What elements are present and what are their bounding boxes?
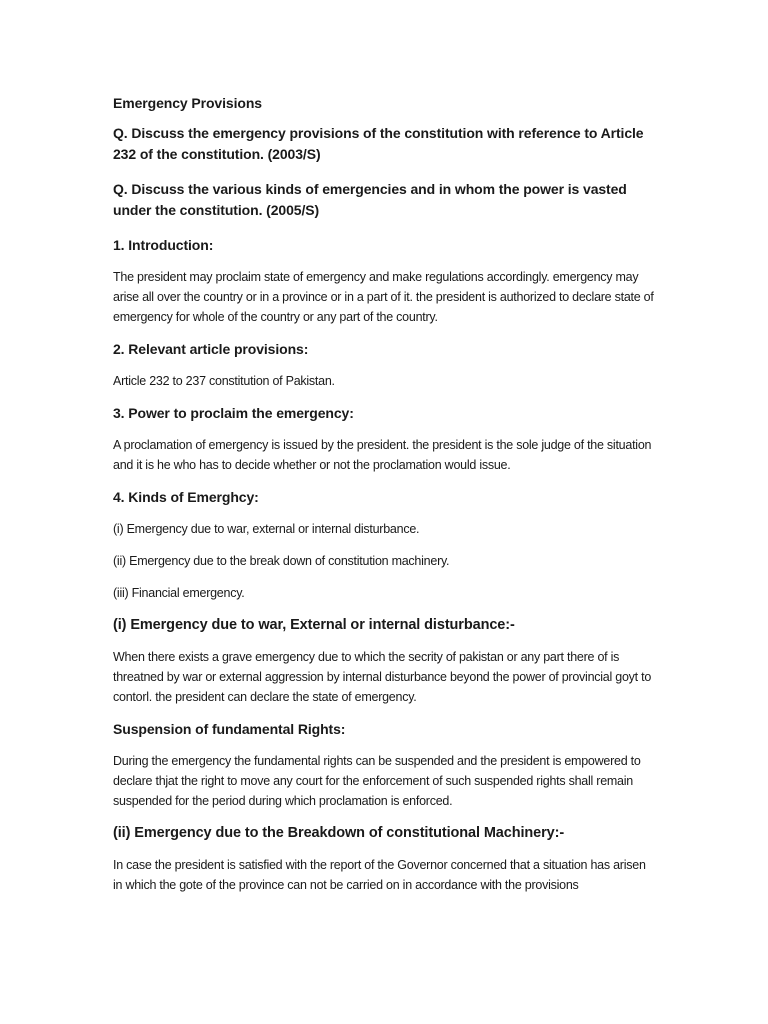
section-text-breakdown-emergency: In case the president is satisfied with the report of the Governor concerned that a situation has arisen in which the gote of the province can not be carried on in accordance with the provisions [113,858,646,892]
question-1: Q. Discuss the emergency provisions of the constitution with reference to Article 232 of the constitution. (2003/S) [113,125,644,162]
section-text-suspension-of-rights: During the emergency the fundamental rights can be suspended and the president is empowered to declare thjat the right to move any court for the enforcement of such suspended rights shall remain suspended for the period during which proclamation is enforced. [113,754,641,808]
section-heading-war-emergency: (i) Emergency due to war, External or internal disturbance:- [113,617,515,633]
kinds-list-item: (i) Emergency due to war, external or internal disturbance. [113,522,420,536]
question-2: Q. Discuss the various kinds of emergencies and in whom the power is vasted under the constitution. (2005/S) [113,181,627,218]
document-title: Emergency Provisions [113,95,262,111]
section-heading-introduction: 1. Introduction: [113,237,214,253]
section-text-relevant-articles: Article 232 to 237 constitution of Pakistan. [113,374,335,388]
section-heading-relevant-articles: 2. Relevant article provisions: [113,341,309,357]
document-page [113,93,658,907]
section-heading-suspension-of-rights: Suspension of fundamental Rights: [113,721,346,737]
section-heading-breakdown-emergency: (ii) Emergency due to the Breakdown of constitutional Machinery:- [113,825,565,841]
section-text-power-to-proclaim: A proclamation of emergency is issued by the president. the president is the sole judge of the situation and it is he who has to decide whether or not the proclamation would issue. [113,438,652,472]
kinds-list-item: (iii) Financial emergency. [113,586,245,600]
section-text-introduction: The president may proclaim state of emergency and make regulations accordingly. emergency may arise all over the country or in a province or in a part of it. the president is authorized to declare state of emergency for whole of the country or any part of the country. [113,270,654,324]
section-text-war-emergency: When there exists a grave emergency due to which the secrity of pakistan or any part there of is threatned by war or external aggression by internal disturbance beyond the power of provincial goyt to contorl. the president can declare the state of emergency. [113,650,652,704]
section-heading-power-to-proclaim: 3. Power to proclaim the emergency: [113,405,354,421]
section-heading-kinds: 4. Kinds of Emerghcy: [113,489,259,505]
kinds-list-item: (ii) Emergency due to the break down of constitution machinery. [113,554,450,568]
